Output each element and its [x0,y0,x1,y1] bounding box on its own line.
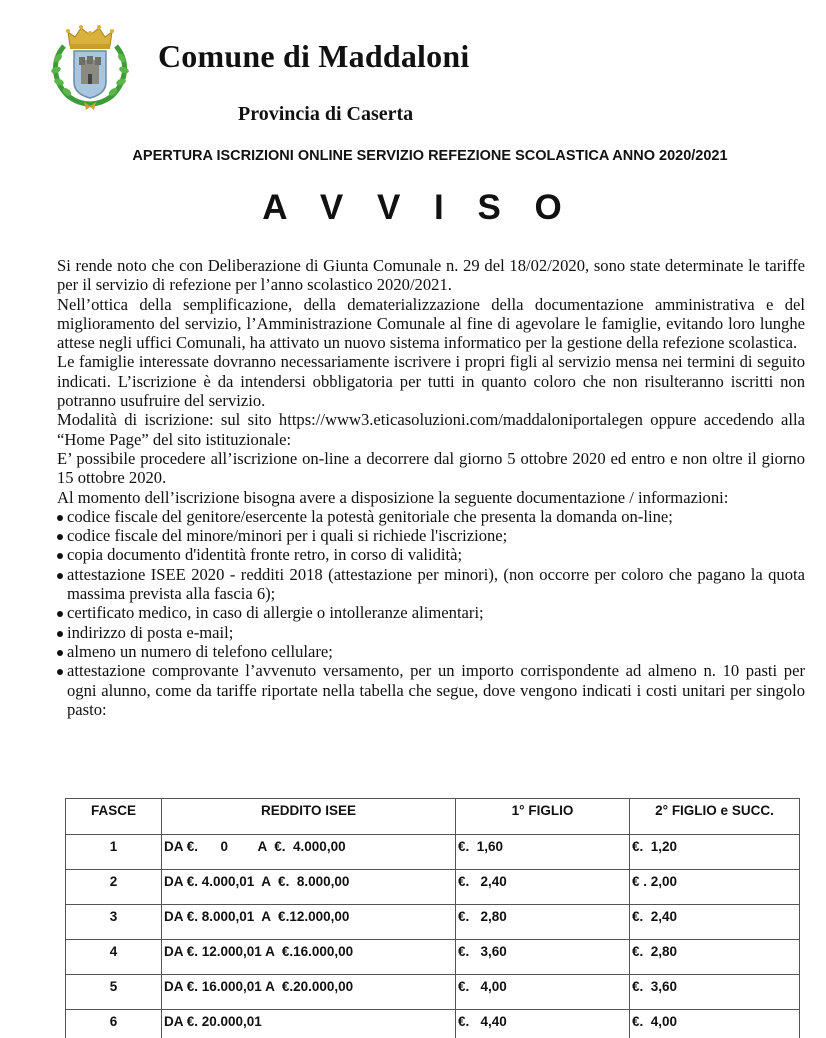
cell-second-child-rate: €. 4,00 [630,1010,800,1038]
cell-second-child-rate: € . 2,00 [630,870,800,905]
paragraph-required-documents: Al momento dell’iscrizione bisogna avere a disposizione la seguente documentazione / informazioni: [57,487,729,507]
cell-income-range: DA €. 0 A €. 4.000,00 [162,835,456,870]
cell-band: 1 [66,835,162,870]
paragraph-simplification: Nell’ottica della semplificazione, della dematerializzazione della documentazione amministrativa e del miglioramento del servizio, l’Amministrazione Comunale al fine di agevolare le famiglie, evitando loro lunghe attese negli uffici Comunali, ha attivato un nuovo sistema informatico per la gestione della refezione scolastica. [57,294,805,353]
cell-first-child-rate: €. 4,40 [456,1010,630,1038]
notice-heading: APERTURA ISCRIZIONI ONLINE SERVIZIO REFEZIONE SCOLASTICA ANNO 2020/2021 [132,148,728,164]
cell-first-child-rate: €. 4,00 [456,975,630,1010]
province-subtitle: Provincia di Caserta [238,103,414,125]
cell-band: 2 [66,870,162,905]
notice-body [57,256,805,719]
table-row [66,975,800,1010]
paragraph-deliberation: Si rende noto che con Deliberazione di Giunta Comunale n. 29 del 18/02/2020, sono state determinate le tariffe per il servizio di refezione per l’anno scolastico 2020/2021. [57,256,805,295]
paragraph-registration-dates: E’ possibile procedere all’iscrizione on-line a decorrere dal giorno 5 ottobre 2020 ed entro e non oltre il giorno 15 ottobre 2020. [57,448,805,488]
header-fasce: FASCE [66,799,162,835]
list-item: indirizzo di posta e-mail; [57,623,805,642]
list-item: certificato medico, in caso di allergie o intolleranze alimentari; [57,603,805,622]
cell-first-child-rate: €. 1,60 [456,835,630,870]
header-first-child: 1° FIGLIO [456,799,630,835]
table-row [66,870,800,905]
cell-band: 6 [66,1010,162,1038]
list-item: copia documento d'identità fronte retro, in corso di validità; [57,545,805,564]
municipality-title: Comune di Maddaloni [158,38,470,74]
header-second-child: 2° FIGLIO e SUCC. [630,799,800,835]
list-item: attestazione ISEE 2020 - redditi 2018 (attestazione per minori), (non occorre per coloro che pagano la quota massima prevista alla fascia 6); [57,565,805,604]
table-row [66,940,800,975]
table-header-row [66,799,800,835]
list-item: almeno un numero di telefono cellulare; [57,642,805,661]
cell-first-child-rate: €. 2,80 [456,905,630,940]
header-reddito-isee: REDDITO ISEE [162,799,456,835]
cell-band: 5 [66,975,162,1010]
cell-income-range: DA €. 4.000,01 A €. 8.000,00 [162,870,456,905]
cell-second-child-rate: €. 1,20 [630,835,800,870]
cell-second-child-rate: €. 3,60 [630,975,800,1010]
table-row [66,905,800,940]
meal-rates-table [65,798,800,1038]
cell-income-range: DA €. 8.000,01 A €.12.000,00 [162,905,456,940]
list-item: codice fiscale del minore/minori per i quali si richiede l'iscrizione; [57,526,805,545]
notice-title: A V V I S O [262,188,574,227]
cell-first-child-rate: €. 2,40 [456,870,630,905]
cell-income-range: DA €. 12.000,01 A €.16.000,00 [162,940,456,975]
cell-second-child-rate: €. 2,80 [630,940,800,975]
cell-second-child-rate: €. 2,40 [630,905,800,940]
cell-band: 3 [66,905,162,940]
table-row [66,835,800,870]
required-documents-list [57,507,805,719]
cell-band: 4 [66,940,162,975]
cell-first-child-rate: €. 3,60 [456,940,630,975]
paragraph-families: Le famiglie interessate dovranno necessariamente iscrivere i propri figli al servizio mensa nei termini di seguito indicati. L’iscrizione è da intendersi obbligatoria per tutti in quanto coloro che non risulteranno iscritti non potranno usufruire del servizio. [57,352,805,411]
table-row [66,1010,800,1038]
cell-income-range: DA €. 16.000,01 A €.20.000,00 [162,975,456,1010]
coat-of-arms-icon [48,22,132,110]
cell-income-range: DA €. 20.000,01 [162,1010,456,1038]
list-item: attestazione comprovante l’avvenuto versamento, per un importo corrispondente ad almeno n. 10 pasti per ogni alunno, come da tariffe riportate nella tabella che segue, dove vengono indicati i costi unitari per singolo pasto: [57,661,805,719]
paragraph-registration-method: Modalità di iscrizione: sul sito https://www3.eticasoluzioni.com/maddaloniportalegen oppure accedendo alla “Home Page” del sito istituzionale: [57,410,805,449]
list-item: codice fiscale del genitore/esercente la potestà genitoriale che presenta la domanda on-line; [57,507,805,526]
